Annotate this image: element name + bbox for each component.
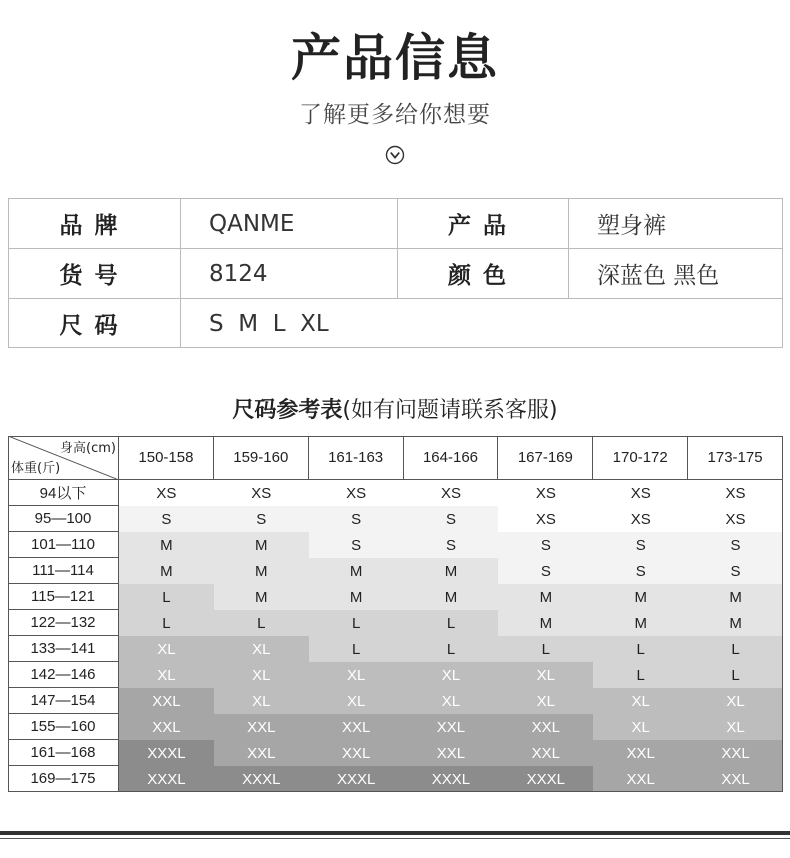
size-cell: S [309,532,404,558]
size-cell: XXXL [119,740,214,766]
size-cell: XL [498,662,593,688]
size-chart-title [0,393,790,424]
color-label: 颜色 [397,249,568,298]
weight-row-label: 101—110 [8,532,119,558]
size-cell: M [498,610,593,636]
size-cell: L [404,610,499,636]
size-cell: L [309,610,404,636]
size-cell: L [404,636,499,662]
size-cell: XL [214,636,309,662]
size-cell: L [119,610,214,636]
size-cell: L [214,610,309,636]
size-cell: XXL [214,714,309,740]
item-number-value: 8124 [180,249,397,298]
weight-row-label: 147—154 [8,688,119,714]
size-cell: S [498,532,593,558]
size-cell: XS [498,506,593,532]
weight-row-label: 155—160 [8,714,119,740]
size-cell: M [214,558,309,584]
size-cell: XXL [404,740,499,766]
size-cell: M [119,558,214,584]
size-cell: XXL [214,740,309,766]
size-cell: XXXL [119,766,214,792]
size-cell: L [498,636,593,662]
size-label: 尺码 [59,313,130,339]
size-cell: XL [214,662,309,688]
size-cell: S [309,506,404,532]
size-cell: XS [593,506,688,532]
size-cell: XL [309,662,404,688]
size-cell: M [214,584,309,610]
size-chart-table [8,436,783,792]
size-cell: XXXL [214,766,309,792]
size-cell: XL [119,636,214,662]
size-cell: XL [309,688,404,714]
size-cell: XS [498,480,593,506]
size-cell: XS [309,480,404,506]
size-cell: M [593,584,688,610]
size-cell: XS [214,480,309,506]
page-title: 产品信息 [291,29,499,87]
height-axis-label: 身高(cm) [60,441,116,456]
color-value: 深蓝色 黑色 [568,249,782,298]
size-cell: XL [119,662,214,688]
product-value: 塑身裤 [568,199,782,248]
size-cell: XL [593,688,688,714]
weight-row-label: 142—146 [8,662,119,688]
height-header-cell: 164-166 [404,436,499,480]
weight-row-label: 169—175 [8,766,119,792]
size-cell: S [593,558,688,584]
size-cell: S [498,558,593,584]
size-cell: XS [404,480,499,506]
page-subtitle: 了解更多给你想要 [299,102,491,128]
size-cell: L [593,662,688,688]
size-cell: XXL [688,740,783,766]
size-cell: XL [498,688,593,714]
item-number-label: 货号 [59,263,130,289]
size-cell: M [688,584,783,610]
size-cell: S [404,506,499,532]
size-cell: XS [688,506,783,532]
height-header-cell: 159-160 [214,436,309,480]
footer-divider [0,831,790,835]
size-cell: M [214,532,309,558]
size-cell: M [404,584,499,610]
size-cell: S [214,506,309,532]
size-cell: S [119,506,214,532]
weight-row-label: 115—121 [8,584,119,610]
size-cell: XS [593,480,688,506]
size-cell: M [593,610,688,636]
height-header-cell: 150-158 [119,436,214,480]
product-label: 产品 [397,199,568,248]
size-cell: XL [404,688,499,714]
size-cell: S [688,532,783,558]
size-cell: XXL [309,740,404,766]
table-corner-header [8,436,119,480]
size-cell: XXL [593,766,688,792]
weight-axis-label: 体重(斤) [11,461,61,476]
size-cell: S [404,532,499,558]
footer-divider-thin [0,838,790,839]
size-cell: XXL [688,766,783,792]
size-cell: M [688,610,783,636]
height-header-cell: 161-163 [309,436,404,480]
weight-row-label: 111—114 [8,558,119,584]
size-cell: XL [593,714,688,740]
size-cell: L [688,636,783,662]
size-cell: XXXL [498,766,593,792]
brand-value: QANME [180,199,397,248]
size-cell: XXL [498,714,593,740]
size-chart-title-note: (如有问题请联系客服) [342,398,558,423]
weight-row-label: 95—100 [8,506,119,532]
size-cell: XXL [404,714,499,740]
size-cell: L [119,584,214,610]
size-cell: M [309,584,404,610]
info-row [9,299,782,349]
size-cell: XL [214,688,309,714]
size-cell: XXL [119,688,214,714]
size-cell: M [309,558,404,584]
size-cell: XXXL [404,766,499,792]
size-cell: XL [688,714,783,740]
size-cell: S [593,532,688,558]
size-cell: XXL [498,740,593,766]
size-cell: M [404,558,499,584]
weight-row-label: 122—132 [8,610,119,636]
height-header-cell: 170-172 [593,436,688,480]
size-cell: XL [404,662,499,688]
size-cell: XS [688,480,783,506]
size-cell: L [593,636,688,662]
height-header-cell: 173-175 [688,436,783,480]
size-value: S M L XL [180,299,782,348]
size-chart-title-main: 尺码参考表 [232,398,343,423]
size-cell: M [498,584,593,610]
size-cell: L [688,662,783,688]
weight-row-label: 161—168 [8,740,119,766]
size-cell: M [119,532,214,558]
size-cell: XXXL [309,766,404,792]
brand-label: 品牌 [59,213,130,239]
size-cell: XL [688,688,783,714]
size-cell: XS [119,480,214,506]
product-info-table [8,198,783,348]
size-cell: XXL [309,714,404,740]
chevron-down-circle-icon [385,145,405,165]
height-header-cell: 167-169 [498,436,593,480]
info-row [9,199,782,249]
size-cell: L [309,636,404,662]
weight-row-label: 133—141 [8,636,119,662]
size-cell: S [688,558,783,584]
info-row [9,249,782,299]
size-cell: XXL [593,740,688,766]
weight-row-label: 94以下 [8,480,119,506]
size-cell: XXL [119,714,214,740]
